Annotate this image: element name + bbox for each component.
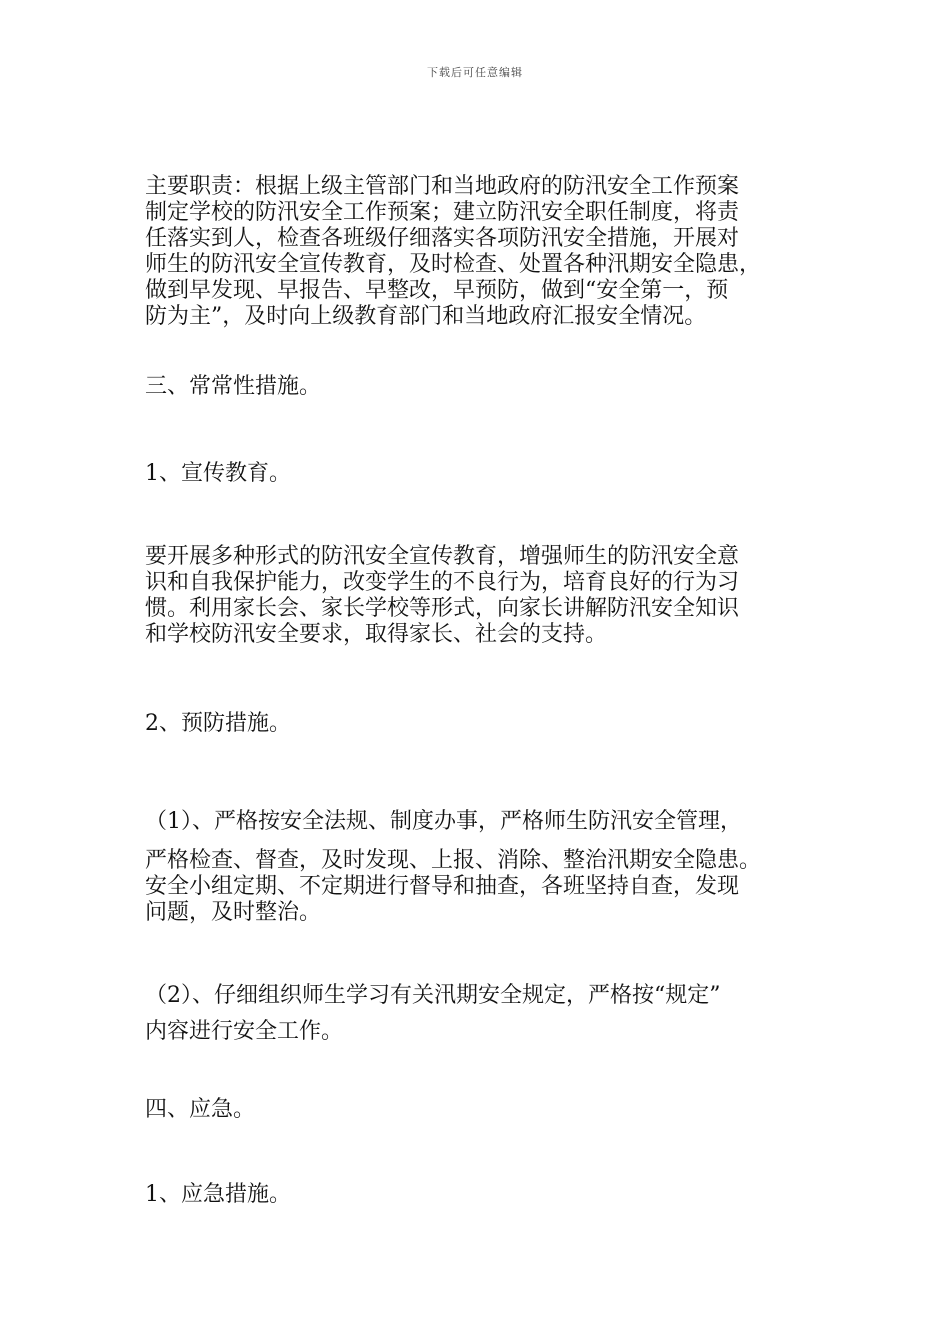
paragraph-main-duties — [145, 174, 835, 330]
text-line: （1）、严格按安全法规、制度办事，严格师生防汛安全管理， — [145, 809, 742, 834]
text-line: 和学校防汛安全要求，取得家长、社会的支持。 — [145, 622, 608, 647]
text-line: 安全小组定期、不定期进行督导和抽查，各班坚持自查，发现 — [145, 874, 740, 899]
text-line: 惯。利用家长会、家长学校等形式，向家长讲解防汛安全知识 — [145, 596, 740, 621]
heading-text: 2、预防措施。 — [145, 711, 291, 736]
text-line: 防为主”，及时向上级教育部门和当地政府汇报安全情况。 — [145, 304, 707, 329]
subheading-prevention-measures — [145, 711, 835, 737]
subheading-publicity-education — [145, 461, 835, 487]
paragraph-measure-1-first-line — [145, 809, 835, 835]
text-line: 任落实到人，检查各班级仔细落实各项防汛安全措施，开展对 — [145, 226, 740, 251]
heading-text: 三、常常性措施。 — [145, 374, 322, 399]
heading-text: 1、应急措施。 — [145, 1182, 291, 1207]
text-line: 制定学校的防汛安全工作预案；建立防汛安全职任制度，将责 — [145, 200, 740, 225]
text-line: （2）、仔细组织师生学习有关汛期安全规定，严格按“规定” — [145, 983, 721, 1008]
paragraph-publicity — [145, 544, 835, 648]
text-line: 师生的防汛安全宣传教育，及时检查、处置各种汛期安全隐患， — [145, 252, 762, 277]
section-heading-3 — [145, 374, 835, 400]
subheading-emergency-measures — [145, 1182, 835, 1208]
heading-text: 四、应急。 — [145, 1097, 256, 1122]
text-line: 要开展多种形式的防汛安全宣传教育，增强师生的防汛安全意 — [145, 544, 740, 569]
text-line: 做到早发现、早报告、早整改，早预防，做到“安全第一，预 — [145, 278, 729, 303]
page-header: 下载后可任意编辑 — [427, 66, 523, 79]
paragraph-measure-2 — [145, 983, 835, 1045]
text-line: 问题，及时整治。 — [145, 900, 322, 925]
heading-text: 1、宣传教育。 — [145, 461, 291, 486]
text-line: 识和自我保护能力，改变学生的不良行为，培育良好的行为习 — [145, 570, 740, 595]
text-line: 内容进行安全工作。 — [145, 1019, 344, 1044]
text-line: 主要职责：根据上级主管部门和当地政府的防汛安全工作预案 — [145, 174, 740, 199]
section-heading-4 — [145, 1097, 835, 1123]
paragraph-measure-1-rest — [145, 848, 835, 926]
text-line: 严格检查、督查，及时发现、上报、消除、整治汛期安全隐患。 — [145, 848, 762, 873]
